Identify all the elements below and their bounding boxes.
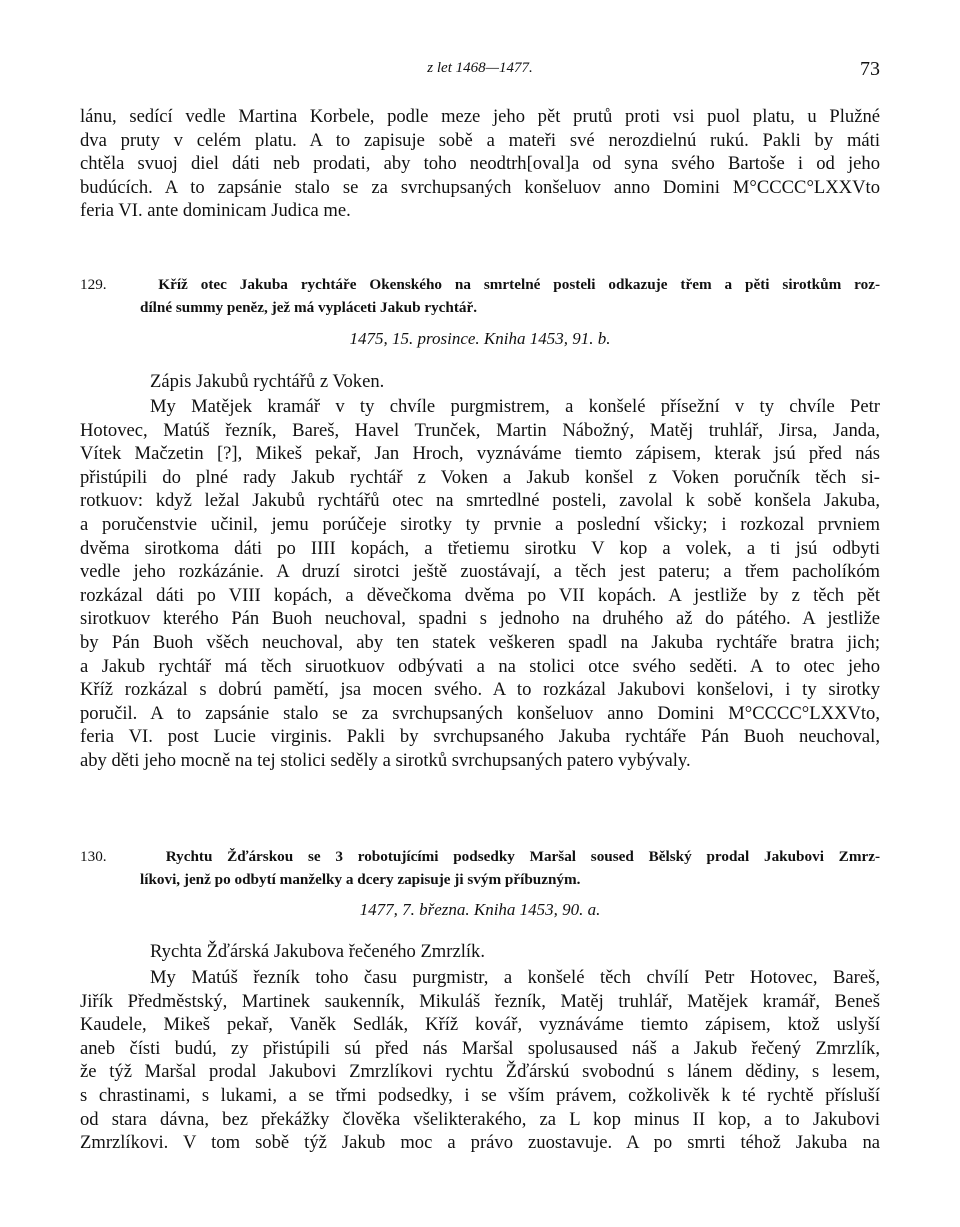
text-line: feria VI. ante dominicam Judica me. — [80, 200, 351, 222]
text-line: sirotkuov kterého Pán Buoh neuchoval, spadni s jednoho na druhého až do pátého. A jestliže — [80, 608, 880, 630]
text-line: My Matúš řezník toho času purgmistr, a konšelé těch chvílí Petr Hotovec, Bareš, — [150, 967, 880, 988]
page-number: 73 — [860, 58, 880, 80]
text-line: Vítek Mačzetin [?], Mikeš pekař, Jan Hroch, vyznáváme tiemto zápisem, kterak jsú před nás — [80, 443, 880, 465]
text-line: s chrastinami, s lukami, a se třmi podsedky, i se vším právem, cožkolivěk k té rychtě přísluší — [80, 1084, 880, 1106]
summary-line — [80, 273, 880, 296]
intro-paragraph — [80, 105, 880, 223]
text-line: dvěma sirotkoma dáti po IIII kopách, a třetiemu sirotku V kop a volek, a ti jsú odbyti — [80, 537, 880, 559]
entry-129-summary — [80, 273, 880, 319]
entry-129-body — [80, 395, 880, 773]
text-line: přistúpili do plné rady Jakub rychtář z Voken a Jakub konšel z Voken poručník těch si- — [80, 466, 880, 488]
entry-130-heading: Rychta Žďárská Jakubova řečeného Zmrzlík. — [150, 941, 485, 962]
text-line: lánu, sedící vedle Martina Korbele, podle meze jeho pět prutů proti vsi puol platu, u Plužné — [80, 106, 880, 127]
text-line: dva pruty v celém platu. A to zapisuje sobě a mateři své nerozdielnú rukú. Pakli by máti — [80, 129, 880, 151]
summary-line: líkovi, jenž po odbytí manželky a dcery zapisuje ji svým příbuzným. — [140, 871, 581, 888]
text-line: aneb čísti budú, zy přistúpili sú před nás Maršal spolusaused náš a Jakub řečený Zmrzlík, — [80, 1037, 880, 1059]
text-line: aby děti jeho mocně na tej stolici seděly a sirotků svrchupsaných patero vybývaly. — [80, 749, 691, 771]
text-line: Hotovec, Matúš řezník, Bareš, Havel Trunček, Martin Nábožný, Matěj truhlář, Jirsa, Janda, — [80, 419, 880, 441]
text-line: od stara dávna, bez překážky člověka všelikterakého, za L kop minus II kop, a to Jakubovi — [80, 1108, 880, 1130]
text-line: Zmrzlíkovi. V tom sobě týž Jakub moc a právo zuostavuje. A po smrti téhož Jakuba na — [80, 1132, 880, 1154]
entry-130-summary — [80, 845, 880, 891]
running-title: z let 1468—1477. — [427, 60, 533, 76]
text-line: My Matějek kramář v ty chvíle purgmistrem, a konšelé přísežní v ty chvíle Petr — [150, 396, 880, 417]
text-line: a poručenstvie učinil, jemu porúčeje sirotky ty prvnie a poslední všicky; i rozkozal prvniem — [80, 513, 880, 535]
text-line: že týž Maršal prodal Jakubovi Zmrzlíkovi rychtu Žďárskú svobodnú s lánem dědiny, s lesem, — [80, 1061, 880, 1083]
summary-line — [80, 845, 880, 868]
entry-129-date: 1475, 15. prosince. Kniha 1453, 91. b. — [349, 329, 611, 348]
entry-number: 130. — [80, 848, 107, 865]
summary-line: dílné summy peněz, jež má vypláceti Jakub rychtář. — [140, 299, 478, 316]
text-line: Kříž rozkázal s dobrú pamětí, jsa mocen svého. A to rozkázal Jakubovi konšelovi, i ty sirotky — [80, 679, 880, 701]
text-line: feria VI. post Lucie virginis. Pakli by svrchupsaného Jakuba rychtáře Pán Buoh neuchoval, — [80, 726, 880, 748]
text-line: rotkuov: když ležal Jakubů rychtářů otec na smrtedlné posteli, zavolal k sobě konšela Jakuba, — [80, 490, 880, 512]
entry-130-date: 1477, 7. března. Kniha 1453, 90. a. — [359, 900, 601, 919]
text-line: vedle jeho rozkázánie. A druzí sirotci ještě zuostávají, a těch jest pateru; a třem pacholíkóm — [80, 561, 880, 583]
summary-text: Kříž otec Jakuba rychtáře Okenského na smrtelné posteli odkazuje třem a pěti sirotkům roz- — [158, 276, 881, 293]
text-line: poručil. A to zapsánie stalo se za svrchupsaných konšeluov anno Domini M°CCCC°LXXVto, — [80, 702, 880, 724]
text-line: budúcích. A to zapsánie stalo se za svrchupsaných konšeluov anno Domini M°CCCC°LXXVto — [80, 176, 880, 198]
text-line: a Jakub rychtář má těch siruotkuov odbývati a na stolici otce svého seděti. A to otec jeho — [80, 655, 880, 677]
text-line: rozkázal dáti po VIII kopách, a děvečkoma dvěma po VII kopách. A jestliže by z těch pět — [80, 584, 880, 606]
entry-number: 129. — [80, 276, 107, 293]
entry-130-body — [80, 966, 880, 1155]
entry-129-heading: Zápis Jakubů rychtářů z Voken. — [150, 371, 385, 392]
text-line: Kaudele, Mikeš pekař, Vaněk Sedlák, Kříž kovář, vyznáváme tiemto zápisem, ktož uslyší — [80, 1014, 880, 1036]
text-line: Jiřík Předměstský, Martinek saukenník, Mikuláš řezník, Matěj truhlář, Matějek kramář, Beneš — [80, 990, 880, 1012]
text-line: chtěla svuoj diel dáti neb prodati, aby toho neodtrh[oval]a od syna svého Bartoše i od jeho — [80, 153, 880, 175]
summary-text: Rychtu Žďárskou se 3 robotujícími podsedky Maršal soused Bělský prodal Jakubovi Zmrz- — [165, 848, 881, 865]
text-line: by Pán Buoh všěch neuchoval, aby ten statek veškeren spadl na Jakuba rychtáře bratra jich; — [80, 631, 880, 653]
page-header — [80, 58, 880, 88]
